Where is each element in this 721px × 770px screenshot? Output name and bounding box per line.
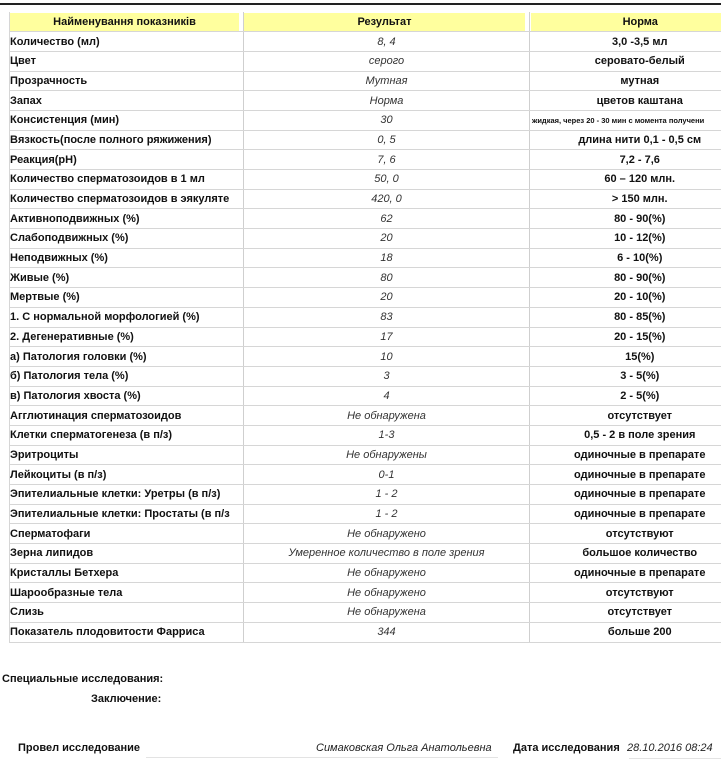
norm-value: 20 - 15(%) <box>530 327 721 347</box>
result-value: 18 <box>244 248 530 268</box>
table-row <box>10 229 721 249</box>
indicator-name: Слабоподвижных (%) <box>10 229 244 249</box>
indicator-name: Количество сперматозоидов в 1 мл <box>10 170 244 190</box>
result-value: 50, 0 <box>244 170 530 190</box>
norm-value: 80 - 90(%) <box>530 209 721 229</box>
table-header-row <box>10 12 721 32</box>
indicator-name: Зерна липидов <box>10 544 244 564</box>
performed-by-label: Провел исследование <box>18 742 141 754</box>
norm-value: 80 - 85(%) <box>530 307 721 327</box>
table-row <box>10 268 721 288</box>
table-row <box>10 445 721 465</box>
table-row <box>10 504 721 524</box>
table-row <box>10 524 721 544</box>
norm-value: одиночные в препарате <box>530 504 721 524</box>
signature-line <box>146 757 498 758</box>
table-row <box>10 307 721 327</box>
indicator-name: Слизь <box>10 603 244 623</box>
norm-value: 0,5 - 2 в поле зрения <box>530 425 721 445</box>
header-indicator: Найменування показників <box>10 12 244 32</box>
table-body <box>10 32 721 642</box>
result-value: 1-3 <box>244 425 530 445</box>
table-row <box>10 485 721 505</box>
norm-value: одиночные в препарате <box>530 563 721 583</box>
result-value: 62 <box>244 209 530 229</box>
table-row <box>10 386 721 406</box>
indicator-name: в) Патология хвоста (%) <box>10 386 244 406</box>
table-row <box>10 544 721 564</box>
result-value: Не обнаружено <box>244 563 530 583</box>
indicator-name: 1. С нормальной морфологией (%) <box>10 307 244 327</box>
table-row <box>10 71 721 91</box>
table-row <box>10 110 721 130</box>
result-value: 420, 0 <box>244 189 530 209</box>
indicator-name: Живые (%) <box>10 268 244 288</box>
indicator-name: Лейкоциты (в п/з) <box>10 465 244 485</box>
norm-value: отсутствует <box>530 406 721 426</box>
date-underline <box>629 758 721 759</box>
result-value: 344 <box>244 622 530 642</box>
table-row <box>10 248 721 268</box>
norm-value: длина нити 0,1 - 0,5 см <box>530 130 721 150</box>
table-row <box>10 91 721 111</box>
result-value: 20 <box>244 288 530 308</box>
table-row <box>10 583 721 603</box>
indicator-name: Эпителиальные клетки: Уретры (в п/з) <box>10 485 244 505</box>
top-border-line <box>0 3 721 5</box>
norm-value: > 150 млн. <box>530 189 721 209</box>
norm-value: 7,2 - 7,6 <box>530 150 721 170</box>
indicator-name: Запах <box>10 91 244 111</box>
header-norm: Норма <box>530 12 721 32</box>
indicator-name: Показатель плодовитости Фарриса <box>10 622 244 642</box>
result-value: Не обнаружена <box>244 603 530 623</box>
result-value: 20 <box>244 229 530 249</box>
indicator-name: а) Патология головки (%) <box>10 347 244 367</box>
indicator-name: 2. Дегенеративные (%) <box>10 327 244 347</box>
result-value: Не обнаружено <box>244 524 530 544</box>
table-row <box>10 465 721 485</box>
norm-value: 10 - 12(%) <box>530 229 721 249</box>
table-row <box>10 150 721 170</box>
table-row <box>10 406 721 426</box>
norm-value: серовато-белый <box>530 51 721 71</box>
result-value: Не обнаружены <box>244 445 530 465</box>
result-value: 80 <box>244 268 530 288</box>
header-result: Результат <box>244 12 530 32</box>
indicator-name: Консистенция (мин) <box>10 110 244 130</box>
norm-value: жидкая, через 20 - 30 мин с момента получени <box>530 110 721 130</box>
table-row <box>10 209 721 229</box>
norm-value: 60 – 120 млн. <box>530 170 721 190</box>
norm-value: больше 200 <box>530 622 721 642</box>
result-value: 1 - 2 <box>244 485 530 505</box>
norm-value: отсутствует <box>530 603 721 623</box>
result-value: 0-1 <box>244 465 530 485</box>
norm-value: 80 - 90(%) <box>530 268 721 288</box>
study-date-label: Дата исследования <box>513 742 620 754</box>
result-value: серого <box>244 51 530 71</box>
norm-value: одиночные в препарате <box>530 445 721 465</box>
indicator-name: Неподвижных (%) <box>10 248 244 268</box>
result-value: 8, 4 <box>244 32 530 52</box>
indicator-name: Цвет <box>10 51 244 71</box>
indicator-name: Активноподвижных (%) <box>10 209 244 229</box>
result-value: 0, 5 <box>244 130 530 150</box>
indicator-name: Вязкость(после полного ряжижения) <box>10 130 244 150</box>
result-value: 1 - 2 <box>244 504 530 524</box>
table-row <box>10 189 721 209</box>
result-value: 3 <box>244 366 530 386</box>
table-row <box>10 622 721 642</box>
result-value: 10 <box>244 347 530 367</box>
result-value: Мутная <box>244 71 530 91</box>
indicator-name: Прозрачность <box>10 71 244 91</box>
norm-value: мутная <box>530 71 721 91</box>
result-value: 17 <box>244 327 530 347</box>
indicator-name: б) Патология тела (%) <box>10 366 244 386</box>
indicator-name: Сперматофаги <box>10 524 244 544</box>
special-studies-label: Специальные исследования: <box>2 673 164 685</box>
study-date-value: 28.10.2016 08:24 <box>627 742 713 754</box>
table-row <box>10 347 721 367</box>
indicator-name: Количество (мл) <box>10 32 244 52</box>
conclusion-label: Заключение: <box>91 693 162 705</box>
indicator-name: Мертвые (%) <box>10 288 244 308</box>
norm-value: одиночные в препарате <box>530 465 721 485</box>
result-value: Умеренное количество в поле зрения <box>244 544 530 564</box>
result-value: Не обнаружена <box>244 406 530 426</box>
table-row <box>10 32 721 52</box>
indicator-name: Кристаллы Бетхера <box>10 563 244 583</box>
result-value: 7, 6 <box>244 150 530 170</box>
indicator-name: Клетки сперматогенеза (в п/з) <box>10 425 244 445</box>
norm-value: 3,0 -3,5 мл <box>530 32 721 52</box>
norm-value: 20 - 10(%) <box>530 288 721 308</box>
result-value: 30 <box>244 110 530 130</box>
table-row <box>10 170 721 190</box>
result-value: 83 <box>244 307 530 327</box>
norm-value: цветов каштана <box>530 91 721 111</box>
results-table <box>9 12 721 643</box>
result-value: Норма <box>244 91 530 111</box>
indicator-name: Реакция(pH) <box>10 150 244 170</box>
table-row <box>10 366 721 386</box>
indicator-name: Эритроциты <box>10 445 244 465</box>
norm-value: отсутствуют <box>530 583 721 603</box>
norm-value: одиночные в препарате <box>530 485 721 505</box>
table-row <box>10 563 721 583</box>
table-row <box>10 288 721 308</box>
indicator-name: Шарообразные тела <box>10 583 244 603</box>
indicator-name: Эпителиальные клетки: Простаты (в п/з <box>10 504 244 524</box>
norm-value: 6 - 10(%) <box>530 248 721 268</box>
table-row <box>10 327 721 347</box>
table-row <box>10 51 721 71</box>
norm-value: 2 - 5(%) <box>530 386 721 406</box>
table-row <box>10 130 721 150</box>
norm-value: 15(%) <box>530 347 721 367</box>
table-row <box>10 425 721 445</box>
norm-value: большое количество <box>530 544 721 564</box>
doctor-name: Симаковская Ольга Анатольевна <box>316 742 492 754</box>
result-value: Не обнаружено <box>244 583 530 603</box>
result-value: 4 <box>244 386 530 406</box>
indicator-name: Количество сперматозоидов в эякуляте <box>10 189 244 209</box>
norm-value: 3 - 5(%) <box>530 366 721 386</box>
table-row <box>10 603 721 623</box>
indicator-name: Агглютинация сперматозоидов <box>10 406 244 426</box>
norm-value: отсутствуют <box>530 524 721 544</box>
